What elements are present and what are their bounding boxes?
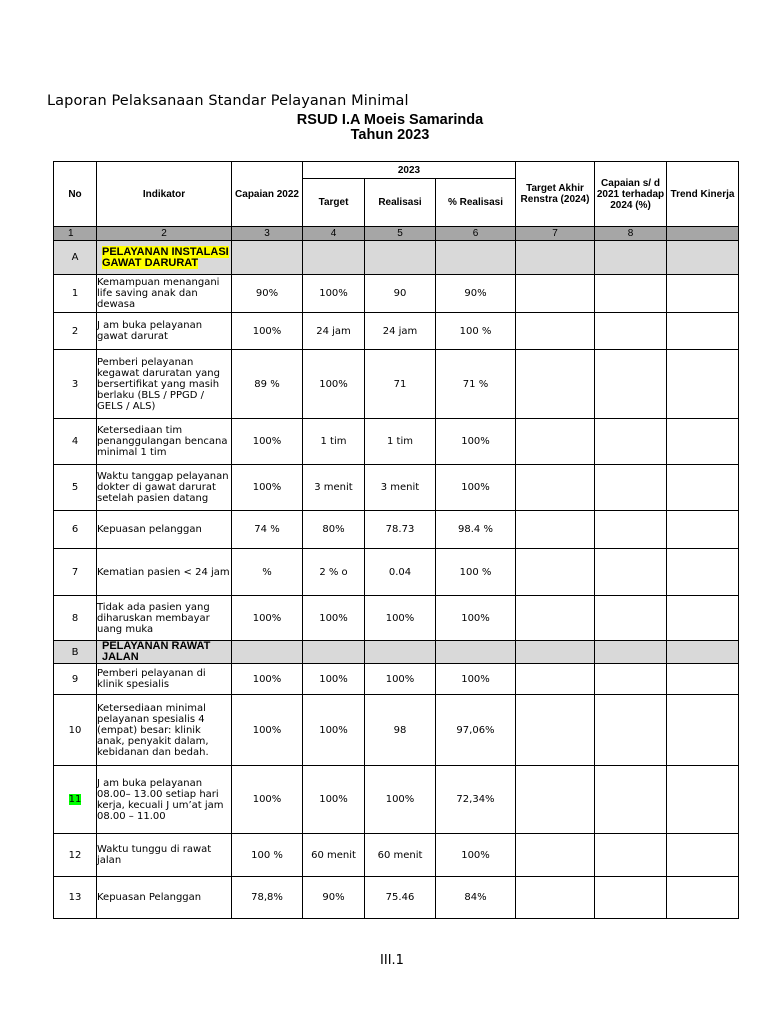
table-row <box>54 766 739 834</box>
hospital-name: RSUD I.A Moeis Samarinda <box>296 112 484 128</box>
row-target: 1 tim <box>303 419 365 465</box>
empty-cell <box>667 419 739 465</box>
header-trend-kinerja: Trend Kinerja <box>667 162 739 227</box>
row-indikator: Waktu tunggu di rawat jalan <box>97 834 232 877</box>
row-target: 100% <box>303 596 365 641</box>
empty-cell <box>595 275 667 313</box>
empty-cell <box>303 241 365 275</box>
empty-cell <box>595 641 667 664</box>
row-capaian-2022: 100% <box>232 465 303 511</box>
row-capaian-2022: 100% <box>232 664 303 695</box>
row-pct-realisasi: 84% <box>436 877 516 919</box>
row-indikator: J am buka pelayanan gawat darurat <box>97 313 232 350</box>
col-number: 7 <box>516 227 595 241</box>
header-indikator: Indikator <box>97 162 232 227</box>
col-number: 3 <box>232 227 303 241</box>
row-pct-realisasi: 97,06% <box>436 695 516 766</box>
row-realisasi: 24 jam <box>365 313 436 350</box>
empty-cell <box>595 596 667 641</box>
row-no: 10 <box>54 695 97 766</box>
row-no: 12 <box>54 834 97 877</box>
row-pct-realisasi: 100 % <box>436 549 516 596</box>
row-pct-realisasi: 100% <box>436 834 516 877</box>
empty-cell <box>595 511 667 549</box>
row-no: 3 <box>54 350 97 419</box>
row-no: 8 <box>54 596 97 641</box>
empty-cell <box>516 465 595 511</box>
empty-cell <box>667 549 739 596</box>
row-no: 6 <box>54 511 97 549</box>
row-target: 3 menit <box>303 465 365 511</box>
row-realisasi: 71 <box>365 350 436 419</box>
empty-cell <box>516 511 595 549</box>
row-indikator: Kepuasan pelanggan <box>97 511 232 549</box>
spm-table <box>53 161 739 919</box>
row-indikator: Ketersediaan tim penanggulangan bencana minimal 1 tim <box>97 419 232 465</box>
row-target: 24 jam <box>303 313 365 350</box>
row-target: 90% <box>303 877 365 919</box>
col-number: 2 <box>97 227 232 241</box>
table-row <box>54 834 739 877</box>
table-row <box>54 511 739 549</box>
empty-cell <box>667 313 739 350</box>
page-number: III.1 <box>380 953 404 968</box>
empty-cell <box>595 241 667 275</box>
row-indikator: Kepuasan Pelanggan <box>97 877 232 919</box>
header-target: Target <box>303 179 365 227</box>
table-row <box>54 549 739 596</box>
empty-cell <box>365 241 436 275</box>
document-title: Laporan Pelaksanaan Standar Pelayanan Minimal <box>47 93 409 109</box>
empty-cell <box>667 241 739 275</box>
col-number: 4 <box>303 227 365 241</box>
row-realisasi: 90 <box>365 275 436 313</box>
empty-cell <box>365 641 436 664</box>
row-target: 100% <box>303 695 365 766</box>
empty-cell <box>667 511 739 549</box>
row-indikator: Waktu tanggap pelayanan dokter di gawat darurat setelah pasien datang <box>97 465 232 511</box>
row-no: 2 <box>54 313 97 350</box>
empty-cell <box>516 350 595 419</box>
row-no: 13 <box>54 877 97 919</box>
empty-cell <box>232 241 303 275</box>
row-pct-realisasi: 98.4 % <box>436 511 516 549</box>
row-realisasi: 98 <box>365 695 436 766</box>
empty-cell <box>516 641 595 664</box>
table-row <box>54 596 739 641</box>
col-number: 5 <box>365 227 436 241</box>
section-title: PELAYANAN INSTALASI GAWAT DARURAT <box>102 245 229 269</box>
section-title-cell <box>97 241 232 275</box>
report-year: Tahun 2023 <box>350 127 430 143</box>
col-number: 1 <box>54 227 97 241</box>
row-realisasi: 75.46 <box>365 877 436 919</box>
header-no: No <box>54 162 97 227</box>
row-indikator: J am buka pelayanan 08.00– 13.00 setiap hari kerja, kecuali J um’at jam 08.00 – 11.00 <box>97 766 232 834</box>
row-pct-realisasi: 72,34% <box>436 766 516 834</box>
row-capaian-2022: 100 % <box>232 834 303 877</box>
row-no: 4 <box>54 419 97 465</box>
row-capaian-2022: 100% <box>232 596 303 641</box>
header-year-2023: 2023 <box>303 162 516 179</box>
header-capaian-2021: Capaian s/ d 2021 terhadap 2024 (%) <box>595 162 667 227</box>
table-row <box>54 664 739 695</box>
empty-cell <box>516 877 595 919</box>
table-row <box>54 465 739 511</box>
row-realisasi: 100% <box>365 664 436 695</box>
empty-cell <box>595 465 667 511</box>
row-indikator: Ketersediaan minimal pelayanan spesialis 4 (empat) besar: klinik anak, penyakit dalam, kebidanan dan bedah. <box>97 695 232 766</box>
row-pct-realisasi: 100% <box>436 419 516 465</box>
row-indikator: Tidak ada pasien yang diharuskan membayar uang muka <box>97 596 232 641</box>
row-target: 100% <box>303 275 365 313</box>
row-no: 9 <box>54 664 97 695</box>
col-number: 8 <box>595 227 667 241</box>
empty-cell <box>595 695 667 766</box>
row-target: 100% <box>303 664 365 695</box>
row-no: 5 <box>54 465 97 511</box>
row-realisasi: 60 menit <box>365 834 436 877</box>
row-capaian-2022: % <box>232 549 303 596</box>
row-capaian-2022: 100% <box>232 766 303 834</box>
section-row <box>54 641 739 664</box>
table-row <box>54 877 739 919</box>
empty-cell <box>667 350 739 419</box>
row-target: 60 menit <box>303 834 365 877</box>
row-pct-realisasi: 100 % <box>436 313 516 350</box>
row-capaian-2022: 74 % <box>232 511 303 549</box>
empty-cell <box>436 641 516 664</box>
empty-cell <box>595 766 667 834</box>
empty-cell <box>516 766 595 834</box>
empty-cell <box>516 834 595 877</box>
empty-cell <box>667 766 739 834</box>
row-capaian-2022: 100% <box>232 313 303 350</box>
table-row <box>54 695 739 766</box>
row-capaian-2022: 78,8% <box>232 877 303 919</box>
empty-cell <box>595 313 667 350</box>
row-capaian-2022: 100% <box>232 695 303 766</box>
col-number <box>667 227 739 241</box>
empty-cell <box>595 877 667 919</box>
table-row <box>54 350 739 419</box>
row-pct-realisasi: 100% <box>436 596 516 641</box>
row-no: 7 <box>54 549 97 596</box>
empty-cell <box>303 641 365 664</box>
row-target: 100% <box>303 766 365 834</box>
empty-cell <box>516 596 595 641</box>
row-target: 2 % o <box>303 549 365 596</box>
empty-cell <box>595 834 667 877</box>
row-realisasi: 100% <box>365 766 436 834</box>
row-pct-realisasi: 90% <box>436 275 516 313</box>
row-indikator: Kemampuan menangani life saving anak dan dewasa <box>97 275 232 313</box>
empty-cell <box>516 313 595 350</box>
empty-cell <box>667 275 739 313</box>
header-target-akhir-renstra: Target Akhir Renstra (2024) <box>516 162 595 227</box>
row-capaian-2022: 90% <box>232 275 303 313</box>
empty-cell <box>667 465 739 511</box>
empty-cell <box>667 664 739 695</box>
row-realisasi: 3 menit <box>365 465 436 511</box>
empty-cell <box>595 419 667 465</box>
header-realisasi: Realisasi <box>365 179 436 227</box>
row-realisasi: 100% <box>365 596 436 641</box>
empty-cell <box>516 664 595 695</box>
row-no: 11 <box>68 794 82 805</box>
section-title: PELAYANAN RAWAT JALAN <box>97 641 232 664</box>
empty-cell <box>667 877 739 919</box>
empty-cell <box>516 419 595 465</box>
empty-cell <box>595 350 667 419</box>
row-capaian-2022: 89 % <box>232 350 303 419</box>
row-pct-realisasi: 100% <box>436 465 516 511</box>
col-number: 6 <box>436 227 516 241</box>
table-row <box>54 275 739 313</box>
section-letter: B <box>54 641 97 664</box>
empty-cell <box>516 695 595 766</box>
empty-cell <box>595 664 667 695</box>
table-row <box>54 419 739 465</box>
empty-cell <box>516 241 595 275</box>
column-number-row <box>54 227 739 241</box>
row-realisasi: 78.73 <box>365 511 436 549</box>
row-realisasi: 0.04 <box>365 549 436 596</box>
row-pct-realisasi: 71 % <box>436 350 516 419</box>
empty-cell <box>516 275 595 313</box>
row-target: 80% <box>303 511 365 549</box>
section-row <box>54 241 739 275</box>
empty-cell <box>436 241 516 275</box>
row-indikator: Kematian pasien < 24 jam <box>97 549 232 596</box>
section-letter: A <box>54 241 97 275</box>
header-pct-realisasi: % Realisasi <box>436 179 516 227</box>
row-no-cell <box>54 766 97 834</box>
row-realisasi: 1 tim <box>365 419 436 465</box>
row-indikator: Pemberi pelayanan di klinik spesialis <box>97 664 232 695</box>
row-capaian-2022: 100% <box>232 419 303 465</box>
empty-cell <box>667 695 739 766</box>
header-capaian-2022: Capaian 2022 <box>232 162 303 227</box>
row-pct-realisasi: 100% <box>436 664 516 695</box>
table-row <box>54 313 739 350</box>
row-indikator: Pemberi pelayanan kegawat daruratan yang bersertifikat yang masih berlaku (BLS / PPGD / GELS / ALS) <box>97 350 232 419</box>
empty-cell <box>667 834 739 877</box>
empty-cell <box>667 641 739 664</box>
row-no: 1 <box>54 275 97 313</box>
empty-cell <box>232 641 303 664</box>
empty-cell <box>516 549 595 596</box>
row-target: 100% <box>303 350 365 419</box>
empty-cell <box>667 596 739 641</box>
empty-cell <box>595 549 667 596</box>
